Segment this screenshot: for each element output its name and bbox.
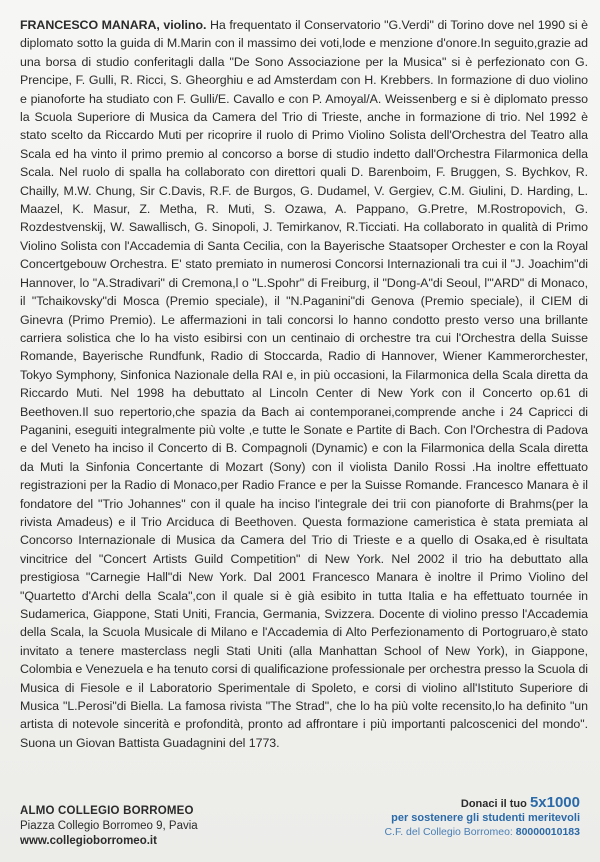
donation-box — [320, 796, 580, 839]
biography-text: Ha frequentato il Conservatorio "G.Verdi" di Torino dove nel 1990 si è diplomato sotto la guida di M.Marin con il massimo dei voti,lode e menzione d'onore.In seguito,grazie ad una borsa di studio conferitagli dalla "De Sono Associazione per la Musica" si è perfezionato con G. Prencipe, F. Gulli, R. Ricci, S. Gheorghiu e ad Amsterdam con H. Krebbers. In formazione di duo violino e pianoforte ha studiato con F. Gulli/E. Cavallo e con P. Amoyal/A. Weissenberg e si è diplomato presso la Scuola Superiore di Musica da Camera del Trio di Trieste, anche in formazione di trio. Nel 1992 è stato scelto da Riccardo Muti per ricoprire il ruolo di Primo Violino Solista dell'Orchestra del Teatro alla Scala ed ha vinto il primo premio al concorso a borse di studio indetto dall'Orchestra Filarmonica della Scala. Nel ruolo di spalla ha collaborato con direttori quali D. Barenboim, F. Bruggen, S. Bychkov, R. Chailly, M.W. Chung, Sir C.Davis, R.F. de Burgos, G. Dudamel, V. Gergiev, C.M. Giulini, D. Harding, L. Maazel, K. Masur, Z. Metha, R. Muti, S. Ozawa, A. Pappano, G.Pretre, M.Rostropovich, G. Rozdestvenskij, W. Sawallisch, G. Sinopoli, J. Temirkanov, R.Ticciati. Ha collaborato in qualità di Primo Violino Solista con l'Accademia di Santa Cecilia, con la Bayerische Staatsoper Orchester e con la Royal Concertgebouw Orchestra. E' stato premiato in numerosi Concorsi Internazionali tra cui il "J. Joachim"di Hannover, lo "A.Stradivari" di Cremona,l o "L.Spohr" di Freiburg, il "Dong-A"di Seoul, l'"ARD" di Monaco, il "Tchaikovsky"di Mosca (Premio speciale), il "N.Paganini"di Genova (Premio speciale), il CIEM di Ginevra (Primo Premio). Le affermazioni in tali concorsi lo hanno condotto presto verso una brillante carriera solistica che lo ha visto esibirsi con un centinaio di orchestre tra cui l'Orchestra della Suisse Romande, Bayerische Rundfunk, Radio di Stoccarda, Radio di Hannover, Wiener Kammerorchester, Tokyo Symphony, Sinfonica Nazionale della RAI e, in più occasioni, la Filarmonica della Scala diretta da Riccardo Muti. Nel 1998 ha debuttato al Lincoln Center di New York con il Concerto op.61 di Beethoven.Il suo repertorio,che spazia da Bach ai contemporanei,comprende anche i 24 Capricci di Paganini, eseguiti integralmente più volte ,e tutte le Sonate e Partite di Bach. Con l'Orchestra di Padova e del Veneto ha inciso il Concerto di B. Compagnoli (Dynamic) e con la Filarmonica della Scala diretta da Muti la Sinfonia Concertante di Mozart (Sony) con il violista Danilo Rossi .Ha inoltre effettuato registrazioni per la Radio di Monaco,per Radio France e per la Suisse Romande. Francesco Manara è il fondatore del "Trio Johannes" con il quale ha inciso l'integrale dei trii con pianoforte di Brahms(per la rivista Amadeus) e il Trio Arciduca di Beethoven. Questa formazione cameristica è stata premiata al Concorso Internazionale di Musica da Camera del Trio di Trieste e a quello di Osaka,ed è risultata vincitrice del "Concert Artists Guild Competition" di New York. Nel 2002 il trio ha debuttato alla prestigiosa "Carnegie Hall"di New York. Dal 2001 Francesco Manara è inoltre il Primo Violino del "Quartetto d'Archi della Scala",con il quale si è già esibito in tutta Italia e ha effettuato tournée in Sudamerica, Giappone, Stati Uniti, Francia, Germania, Svizzera. Docente di violino presso l'Accademia della Scala, la Scuola Musicale di Milano e l'Accademia di Alto Perfezionamento di Portogruaro,è stato invitato a tenere masterclass negli Stati Uniti (alla Manhattan School of New York), in Giappone, Colombia e Venezuela e ha tenuto corsi di qualificazione professionale per orchestra presso la Scuola di Musica di Fiesole e il Laboratorio Sperimentale di Spoleto, e corsi di violino all'Istituto Superiore di Musica "L.Perosi"di Biella. La famosa rivista "The Strad", che lo ha più volte recensito,lo ha definito "un artista di notevole sincerità e profondità, pronto ad affrontare i più importanti palcoscenici del mondo". Suona un Giovan Battista Guadagnini del 1773. — [20, 18, 588, 750]
tax-code-number: 80000010183 — [515, 826, 580, 838]
biography-paragraph — [20, 16, 588, 752]
tax-code-label: C.F. del Collegio Borromeo: — [384, 826, 513, 838]
college-address: Piazza Collegio Borromeo 9, Pavia — [20, 820, 198, 832]
college-info — [20, 804, 300, 849]
performer-name: FRANCESCO MANARA, violino. — [20, 18, 207, 32]
college-website-link[interactable]: www.collegioborromeo.it — [20, 835, 157, 847]
donate-amount: 5x1000 — [529, 794, 580, 811]
tax-code — [320, 825, 580, 839]
donate-purpose: per sostenere gli studenti meritevoli — [391, 812, 580, 824]
college-name: ALMO COLLEGIO BORROMEO — [20, 805, 194, 817]
donate-prefix: Donaci il tuo — [460, 798, 527, 810]
